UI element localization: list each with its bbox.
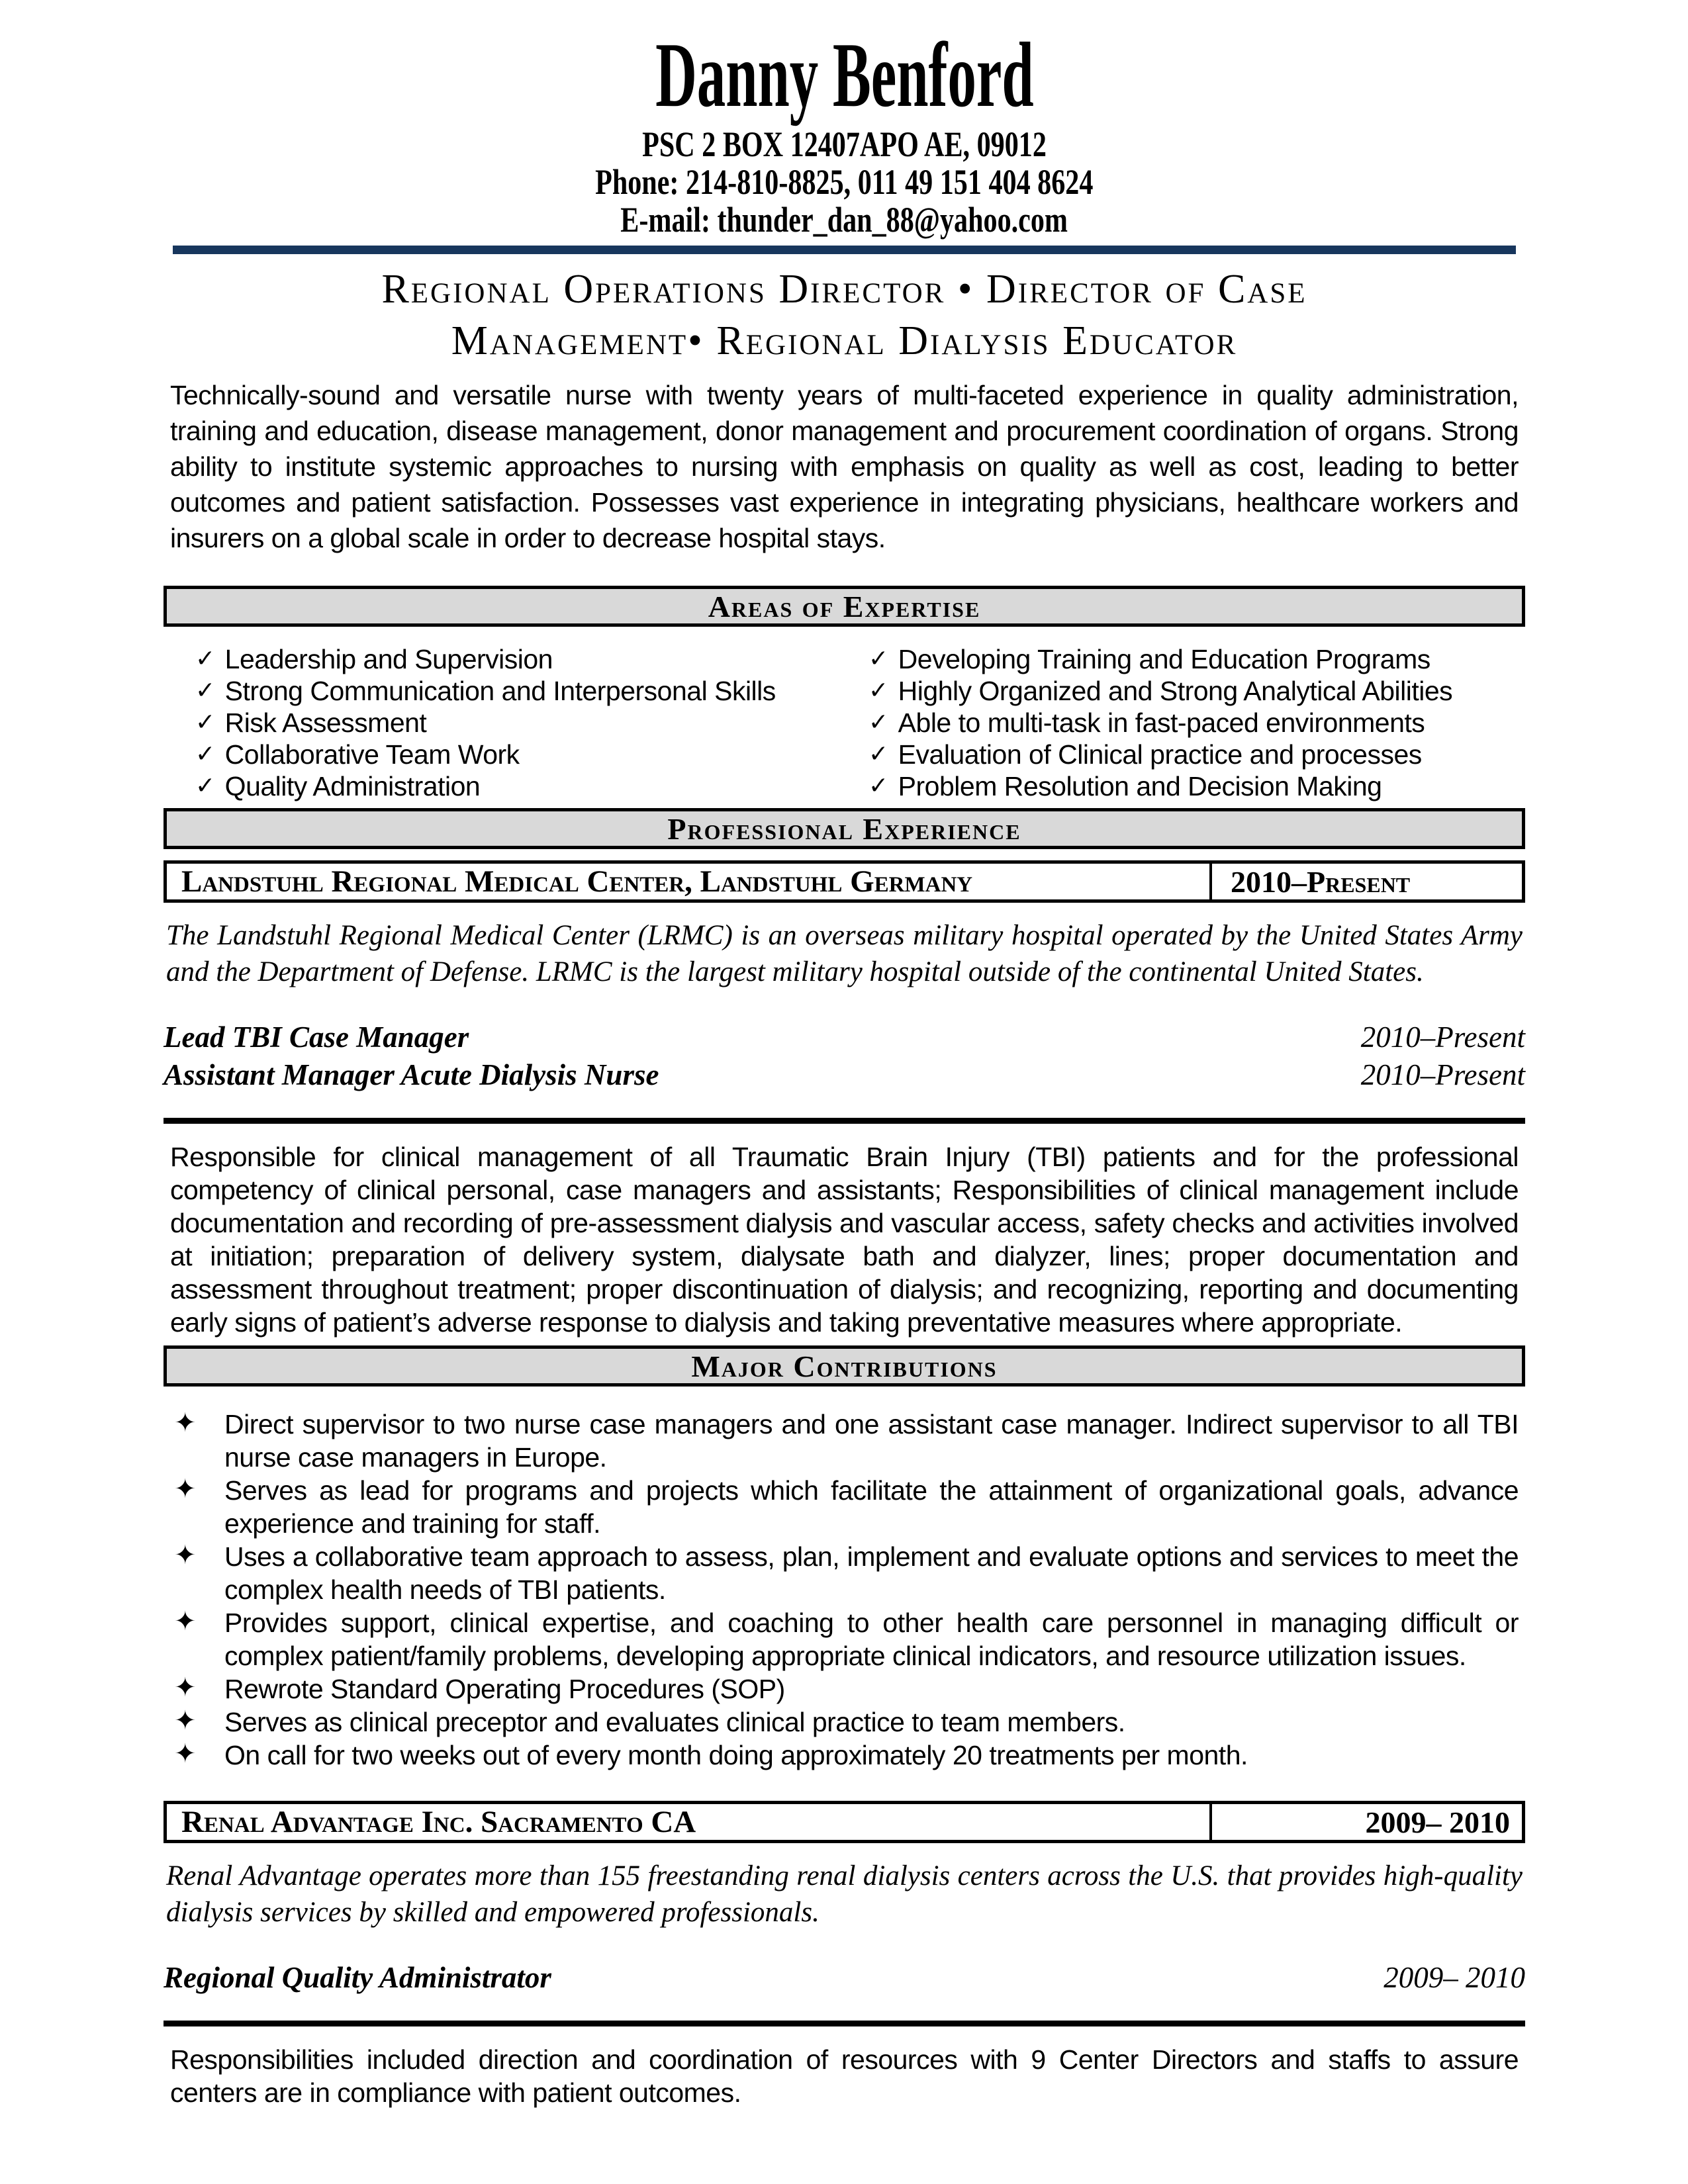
check-icon: ✓ [195, 709, 215, 736]
expertise-item [868, 739, 1525, 770]
star-bullet-icon: ✦ [174, 1474, 197, 1504]
check-icon: ✓ [868, 709, 888, 736]
company-row-landstuhl [164, 860, 1525, 903]
expertise-item-label: Strong Communication and Interpersonal Skills [224, 676, 776, 706]
position-title: Lead TBI Case Manager [164, 1021, 469, 1054]
expertise-columns [164, 643, 1525, 802]
contribution-text: Serves as clinical preceptor and evaluates clinical practice to team members. [224, 1707, 1125, 1737]
company-description: The Landstuhl Regional Medical Center (LRMC) is an overseas military hospital operated by the United States Army and the Department of Defense. LRMC is the largest military hospital outside of the continental United States. [166, 920, 1523, 987]
contribution-text: Provides support, clinical expertise, and coaching to other health care personnel in managing difficult or complex patient/family problems, developing appropriate clinical indicators, and resource utilization issues. [224, 1608, 1519, 1671]
expertise-item [868, 770, 1525, 802]
responsibilities-text: Responsible for clinical management of all Traumatic Brain Injury (TBI) patients and for the professional competency of clinical personal, case managers and assistants; Responsibilities of clinical management include documentation and recording of pre-assessment dialysis and vascular access, safety checks and activities involved at initiation; preparation of delivery system, dialysate bath and dialyzer, lines; proper documentation and assessment throughout treatment; proper discontinuation of dialysis; and recognizing, reporting and documenting early signs of patient’s adverse response to dialysis and taking preventative measures where appropriate. [170, 1142, 1519, 1338]
section-heading-expertise-label: Areas of Expertise [708, 589, 981, 623]
expertise-item [195, 770, 868, 802]
contribution-item [164, 1739, 1519, 1772]
section-heading-expertise [164, 586, 1525, 627]
contribution-item [164, 1672, 1519, 1706]
check-icon: ✓ [195, 772, 215, 799]
address-line: PSC 2 BOX 12407APO AE, 09012 [642, 124, 1047, 164]
check-icon: ✓ [868, 741, 888, 768]
check-icon: ✓ [195, 741, 215, 768]
check-icon: ✓ [868, 772, 888, 799]
star-bullet-icon: ✦ [174, 1408, 197, 1438]
expertise-item-label: Quality Administration [224, 771, 481, 801]
company-name: Renal Advantage Inc. Sacramento CA [181, 1805, 696, 1839]
check-icon: ✓ [868, 645, 888, 672]
check-icon: ✓ [195, 645, 215, 672]
company-description: Renal Advantage operates more than 155 freestanding renal dialysis centers across the U.S. that provides high-quality dialysis services by skilled and empowered professionals. [166, 1860, 1523, 1928]
position-list [164, 1959, 1525, 1997]
expertise-item-label: Developing Training and Education Programs [898, 644, 1430, 674]
summary-text: Technically-sound and versatile nurse with twenty years of multi-faceted experience in quality administration, training and education, disease management, donor management and procurement coordination of organs. Strong ability to institute systemic approaches to nursing with emphasis on quality as well as cost, leading to better outcomes and patient satisfaction. Possesses vast experience in integrating physicians, healthcare workers and insurers on a global scale in order to decrease hospital stays. [170, 380, 1519, 553]
expertise-item-label: Able to multi-task in fast-paced environments [898, 707, 1425, 738]
star-bullet-icon: ✦ [174, 1672, 197, 1703]
expertise-item-label: Problem Resolution and Decision Making [898, 771, 1382, 801]
position-dates: 2010–Present [1360, 1021, 1525, 1054]
expertise-item [868, 643, 1525, 675]
position-title: Regional Quality Administrator [164, 1961, 551, 1994]
expertise-list-right [868, 643, 1525, 802]
contribution-text: Direct supervisor to two nurse case managers and one assistant case manager. Indirect supervisor to all TBI nurse case managers in Europe. [224, 1409, 1519, 1473]
star-bullet-icon: ✦ [174, 1739, 197, 1769]
responsibilities-text: Responsibilities included direction and coordination of resources with 9 Center Directors and staffs to assure centers are in compliance with patient outcomes. [170, 2044, 1519, 2108]
resume-title-line1: Regional Operations Director • Director of Case [381, 267, 1307, 312]
expertise-item [195, 675, 868, 707]
email-line: E-mail: thunder_dan_88@yahoo.com [620, 200, 1068, 240]
contribution-item [164, 1606, 1519, 1672]
section-heading-contributions [164, 1345, 1525, 1387]
section-heading-experience [164, 808, 1525, 849]
position-row [164, 1019, 1525, 1056]
header-divider-rule [173, 246, 1516, 254]
star-bullet-icon: ✦ [174, 1606, 197, 1637]
position-row [164, 1959, 1525, 1997]
expertise-item [195, 707, 868, 739]
contribution-text: On call for two weeks out of every month doing approximately 20 treatments per month. [224, 1740, 1248, 1770]
check-icon: ✓ [868, 677, 888, 704]
position-dates: 2009– 2010 [1383, 1961, 1525, 1994]
resume-page [164, 0, 1525, 2109]
expertise-item-label: Highly Organized and Strong Analytical Abilities [898, 676, 1453, 706]
position-dates: 2010–Present [1360, 1058, 1525, 1091]
position-row [164, 1056, 1525, 1094]
expertise-item-label: Collaborative Team Work [224, 739, 520, 770]
position-list [164, 1019, 1525, 1094]
expertise-item-label: Leadership and Supervision [224, 644, 553, 674]
contribution-text: Serves as lead for programs and projects which facilitate the attainment of organizational goals, advance experience and training for staff. [224, 1475, 1519, 1539]
contribution-item [164, 1408, 1519, 1474]
section-divider-rule [164, 2021, 1525, 2026]
expertise-item [868, 675, 1525, 707]
company-row-renal [164, 1801, 1525, 1843]
section-heading-contributions-label: Major Contributions [691, 1349, 998, 1383]
resume-title-line2: Management• Regional Dialysis Educator [451, 318, 1238, 363]
position-title: Assistant Manager Acute Dialysis Nurse [164, 1058, 659, 1091]
expertise-item [195, 643, 868, 675]
resume-header [164, 0, 1525, 239]
contribution-text: Uses a collaborative team approach to assess, plan, implement and evaluate options and services to meet the complex health needs of TBI patients. [224, 1541, 1519, 1605]
contribution-item [164, 1474, 1519, 1540]
resume-title [164, 263, 1525, 367]
section-divider-rule [164, 1118, 1525, 1124]
contribution-item [164, 1706, 1519, 1739]
expertise-item-label: Risk Assessment [224, 707, 427, 738]
candidate-name: Danny Benford [655, 24, 1034, 126]
expertise-item-label: Evaluation of Clinical practice and processes [898, 739, 1422, 770]
company-dates: 2009– 2010 [1209, 1804, 1522, 1840]
star-bullet-icon: ✦ [174, 1540, 197, 1570]
phone-line: Phone: 214-810-8825, 011 49 151 404 8624 [595, 162, 1094, 202]
expertise-item [195, 739, 868, 770]
star-bullet-icon: ✦ [174, 1706, 197, 1736]
company-name: Landstuhl Regional Medical Center, Landstuhl Germany [181, 864, 973, 899]
contribution-text: Rewrote Standard Operating Procedures (SOP) [224, 1674, 785, 1704]
contribution-item [164, 1540, 1519, 1606]
contributions-list [164, 1408, 1525, 1772]
expertise-item [868, 707, 1525, 739]
expertise-list-left [164, 643, 868, 802]
company-dates: 2010–Present [1209, 864, 1522, 899]
section-heading-experience-label: Professional Experience [667, 811, 1021, 846]
check-icon: ✓ [195, 677, 215, 704]
